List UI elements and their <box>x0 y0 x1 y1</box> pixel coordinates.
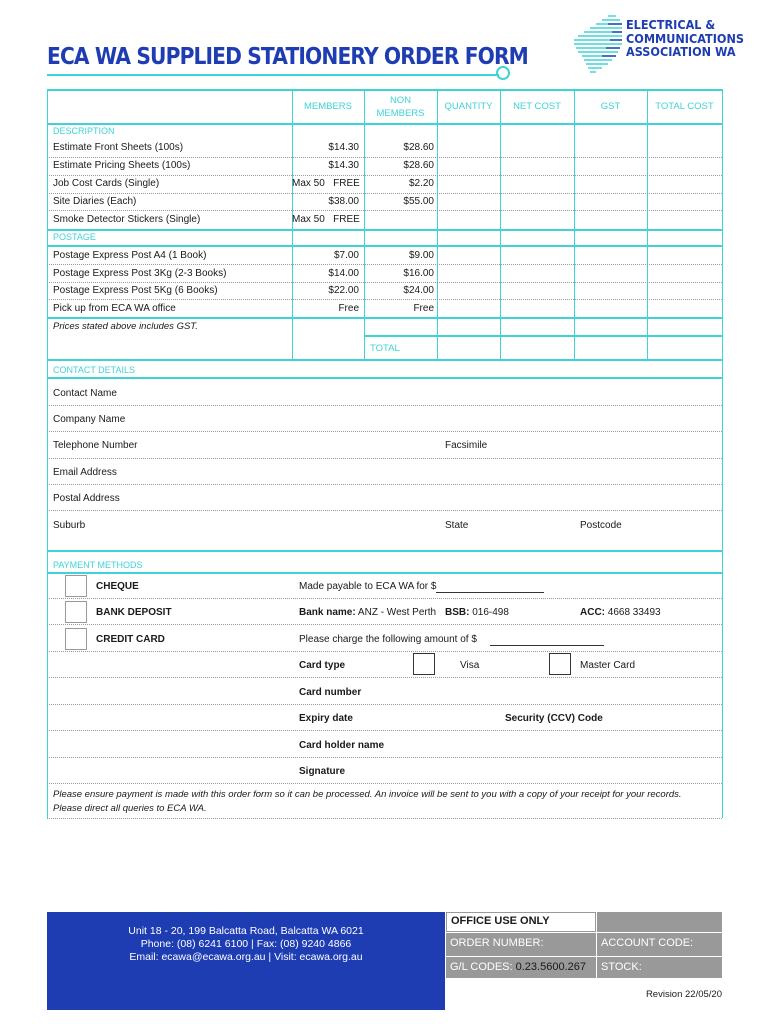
form-bottom-rule <box>47 818 722 819</box>
postage-name: Postage Express Post 5Kg (6 Books) <box>53 285 218 296</box>
col-divider <box>500 90 501 360</box>
footer-phone: Phone: (08) 6241 6100 | Fax: (08) 9240 4866 <box>140 938 352 950</box>
signature-field[interactable] <box>47 783 722 784</box>
footer-address: Unit 18 - 20, 199 Balcatta Road, Balcatta WA 6021 <box>128 925 364 937</box>
cheque-label: CHEQUE <box>96 581 139 592</box>
item-non-members-price: $28.60 <box>403 142 434 153</box>
charge-amount-field[interactable] <box>490 645 604 646</box>
company-name-field[interactable] <box>47 431 722 432</box>
office-use-title: OFFICE USE ONLY <box>446 912 596 932</box>
contact-name-field[interactable] <box>47 405 722 406</box>
office-blank-cell <box>597 912 722 932</box>
row-rule <box>47 624 722 625</box>
card-type-label: Card type <box>299 660 346 671</box>
postcode-label: Postcode <box>580 520 622 531</box>
section-rule <box>47 245 723 247</box>
bank-deposit-label: BANK DEPOSIT <box>96 607 172 618</box>
row-rule <box>47 651 722 652</box>
acc-value: 4668 33493 <box>607 607 661 618</box>
postal-address-field[interactable] <box>47 510 722 511</box>
postage-non-members-price: $9.00 <box>408 250 434 261</box>
section-rule <box>47 359 723 361</box>
item-non-members-price: $55.00 <box>403 196 434 207</box>
col-divider <box>437 90 438 360</box>
col-header-non-members-line2: MEMBERS <box>376 108 425 119</box>
logo-line-1: ELECTRICAL & <box>626 17 716 32</box>
cheque-checkbox[interactable] <box>65 575 87 597</box>
account-number <box>580 607 661 619</box>
item-name: Site Diaries (Each) <box>53 196 137 207</box>
table-top-rule <box>47 89 723 91</box>
col-header-quantity: QUANTITY <box>444 101 493 112</box>
payment-note: Please ensure payment is made with this order form so it can be processed. An invoice will be sent to you with a copy of your receipt for your records. Please direct all queries to ECA WA. <box>53 789 682 814</box>
postal-address-label: Postal Address <box>53 493 120 504</box>
row-rule <box>47 210 722 211</box>
expiry-date-field[interactable] <box>47 730 722 731</box>
postage-non-members-price: Free <box>413 303 434 314</box>
item-non-members-price: $28.60 <box>403 160 434 171</box>
postage-members-price: $7.00 <box>333 250 359 261</box>
row-rule <box>47 598 722 599</box>
title-rule-end-circle <box>496 66 510 80</box>
credit-card-label: CREDIT CARD <box>96 634 165 645</box>
row-rule <box>47 677 722 678</box>
company-name-label: Company Name <box>53 414 126 425</box>
bank-deposit-checkbox[interactable] <box>65 601 87 623</box>
row-rule <box>47 282 722 283</box>
postage-non-members-price: $24.00 <box>403 285 434 296</box>
gl-codes-cell <box>446 957 596 978</box>
logo-wordmark <box>626 18 744 59</box>
card-holder-field[interactable] <box>47 757 722 758</box>
item-members-price: $14.30 <box>328 160 359 171</box>
cheque-amount-field[interactable] <box>436 592 544 593</box>
item-members-price: $14.30 <box>328 142 359 153</box>
col-header-total-cost: TOTAL COST <box>655 101 714 112</box>
section-rule <box>47 572 723 574</box>
bank-name <box>299 607 436 619</box>
cheque-text: Made payable to ECA WA for $ <box>299 581 437 592</box>
order-number-label: ORDER NUMBER: <box>446 933 596 956</box>
card-number-label: Card number <box>299 687 362 698</box>
footer-email: Email: ecawa@ecawa.org.au | Visit: ecawa.org.au <box>129 951 363 963</box>
header-rule <box>47 123 723 125</box>
total-label: TOTAL <box>370 343 400 354</box>
item-members-price: Max 50 FREE <box>292 214 360 225</box>
revision-label: Revision 22/05/20 <box>645 989 722 1000</box>
gst-note: Prices stated above includes GST. <box>53 321 198 332</box>
item-name: Job Cost Cards (Single) <box>53 178 160 189</box>
col-header-non-members-line1: NON <box>389 95 412 106</box>
account-code-label: ACCOUNT CODE: <box>597 933 722 956</box>
email-label: Email Address <box>53 467 117 478</box>
postage-name: Postage Express Post 3Kg (2-3 Books) <box>53 268 227 279</box>
row-rule <box>47 193 722 194</box>
mastercard-checkbox[interactable] <box>549 653 571 675</box>
logo-line-3: ASSOCIATION WA <box>626 44 736 59</box>
postage-members-price: Free <box>338 303 359 314</box>
credit-card-checkbox[interactable] <box>65 628 87 650</box>
postage-members-price: $22.00 <box>328 285 359 296</box>
row-rule <box>47 175 722 176</box>
email-field[interactable] <box>47 484 722 485</box>
card-holder-label: Card holder name <box>299 740 385 751</box>
col-divider <box>574 90 575 360</box>
footer-contact <box>47 925 445 964</box>
section-description: DESCRIPTION <box>53 126 115 136</box>
section-payment: PAYMENT METHODS <box>53 560 143 570</box>
suburb-label: Suburb <box>53 520 86 531</box>
section-postage: POSTAGE <box>53 232 96 242</box>
contact-name-label: Contact Name <box>53 388 117 399</box>
gl-codes-value: 0.23.5600.267 <box>515 961 586 973</box>
facsimile-label: Facsimile <box>445 440 488 451</box>
visa-label: Visa <box>460 660 480 671</box>
mastercard-label: Master Card <box>580 660 636 671</box>
section-rule <box>47 229 723 231</box>
item-members-price: $38.00 <box>328 196 359 207</box>
stock-label: STOCK: <box>597 957 722 978</box>
bank-name-value: ANZ - West Perth <box>357 607 437 618</box>
item-name: Smoke Detector Stickers (Single) <box>53 214 201 225</box>
col-divider <box>647 90 648 360</box>
telephone-field[interactable] <box>47 458 722 459</box>
card-number-field[interactable] <box>47 704 722 705</box>
bsb <box>445 607 509 619</box>
item-name: Estimate Pricing Sheets (100s) <box>53 160 191 171</box>
gl-codes-label: G/L CODES: <box>450 961 513 973</box>
form-border-right <box>722 90 723 818</box>
total-rule <box>364 335 723 337</box>
charge-text: Please charge the following amount of $ <box>299 634 477 645</box>
section-contact: CONTACT DETAILS <box>53 365 136 375</box>
postage-non-members-price: $16.00 <box>403 268 434 279</box>
postage-members-price: $14.00 <box>328 268 359 279</box>
item-non-members-price: $2.20 <box>408 178 434 189</box>
bsb-label: BSB: <box>445 607 470 618</box>
row-rule <box>47 299 722 300</box>
col-header-members: MEMBERS <box>303 101 353 112</box>
section-rule <box>47 317 723 319</box>
section-rule <box>47 550 723 552</box>
signature-label: Signature <box>299 766 346 777</box>
expiry-date-label: Expiry date <box>299 713 353 724</box>
item-name: Estimate Front Sheets (100s) <box>53 142 184 153</box>
row-rule <box>47 264 722 265</box>
eca-logo-map-icon <box>572 14 624 78</box>
bank-name-label: Bank name: <box>299 607 356 618</box>
item-members-price: Max 50 FREE <box>292 178 360 189</box>
logo-line-2: COMMUNICATIONS <box>626 30 744 46</box>
state-label: State <box>445 520 469 531</box>
visa-checkbox[interactable] <box>413 653 435 675</box>
bsb-value: 016-498 <box>472 607 509 618</box>
telephone-label: Telephone Number <box>53 440 138 451</box>
row-rule <box>47 157 722 158</box>
ccv-label: Security (CCV) Code <box>505 713 603 724</box>
col-header-non-members <box>364 94 437 120</box>
col-header-gst: GST <box>600 101 621 112</box>
form-title: ECA WA SUPPLIED STATIONERY ORDER FORM <box>47 44 528 70</box>
col-header-net-cost: NET COST <box>513 101 561 112</box>
col-divider <box>364 90 365 360</box>
title-rule <box>47 74 499 76</box>
section-rule <box>47 377 723 379</box>
form-border-left <box>47 90 48 818</box>
acc-label: ACC: <box>580 607 605 618</box>
postage-name: Postage Express Post A4 (1 Book) <box>53 250 207 261</box>
postage-name: Pick up from ECA WA office <box>53 303 176 314</box>
